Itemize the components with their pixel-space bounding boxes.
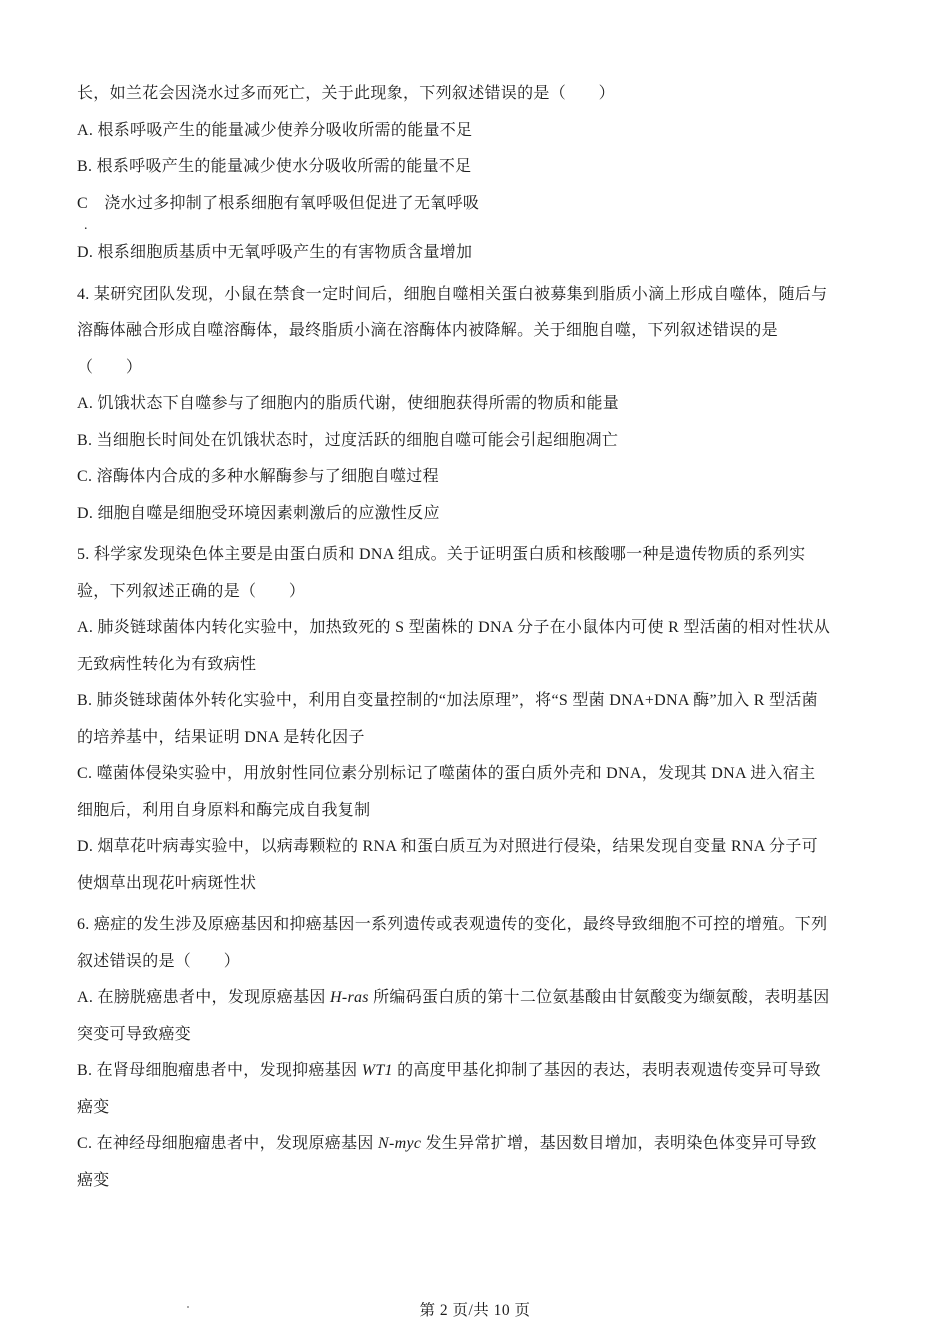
text-segment: （ ）	[77, 358, 143, 376]
option-line	[77, 235, 882, 272]
text-segment: 验，下列叙述正确的是（ ）	[77, 582, 306, 600]
text-segment: B. 根系呼吸产生的能量减少使水分吸收所需的能量不足	[77, 158, 472, 175]
text-segment: 长，如兰花会因浇水过多而死亡，关于此现象，下列叙述错误的是（ ）	[77, 85, 615, 102]
option-line	[77, 113, 882, 150]
page-footer	[0, 1296, 950, 1326]
text-segment: 的培养基中，结果证明 DNA 是转化因子	[77, 728, 365, 746]
option-line	[77, 610, 882, 647]
text-segment: C. 噬菌体侵染实验中，用放射性同位素分别标记了噬菌体的蛋白质外壳和 DNA，发现其 DNA 进入宿主	[77, 765, 816, 782]
text-segment: A. 根系呼吸产生的能量减少使养分吸收所需的能量不足	[77, 121, 473, 139]
text-line	[77, 944, 882, 981]
option-line	[77, 386, 882, 423]
question-line	[77, 537, 882, 574]
text-segment: 突变可导致癌变	[77, 1025, 192, 1043]
text-segment: 的高度甲基化抑制了基因的表达，表明表观遗传变异可导致	[392, 1062, 821, 1079]
text-segment: A. 在膀胱癌患者中，发现原癌基因	[77, 989, 330, 1006]
text-segment: B. 肺炎链球菌体外转化实验中，利用自变量控制的“加法原理”，将“S 型菌 DNA+DNA 酶”加入 R 型活菌	[77, 692, 818, 709]
gene-name-italic: N-myc	[377, 1135, 422, 1152]
text-segment: 4. 某研究团队发现，小鼠在禁食一定时间后，细胞自噬相关蛋白被募集到脂质小滴上形成自噬体，随后与	[77, 285, 828, 303]
text-segment: 细胞后，利用自身原料和酶完成自我复制	[77, 801, 371, 819]
question-line	[77, 907, 882, 944]
option-line	[77, 459, 882, 496]
text-line	[77, 574, 882, 611]
option-line	[77, 980, 882, 1017]
text-segment: 叙述错误的是（ ）	[77, 952, 241, 970]
text-segment: D. 细胞自噬是细胞受环境因素刺激后的应激性反应	[77, 504, 440, 522]
question-line	[77, 277, 882, 314]
text-segment: 使烟草出现花叶病斑性状	[77, 874, 257, 892]
gene-name-italic: H-ras	[329, 989, 369, 1006]
stray-period-line: .	[84, 218, 88, 233]
text-line	[77, 1090, 882, 1127]
text-segment: 溶酶体融合形成自噬溶酶体，最终脂质小滴在溶酶体内被降解。关于细胞自噬，下列叙述错误的是	[77, 322, 778, 339]
option-line	[77, 186, 882, 223]
text-segment: D. 烟草花叶病毒实验中，以病毒颗粒的 RNA 和蛋白质互为对照进行侵染，结果发现自变量 RNA 分子可	[77, 838, 818, 855]
text-segment: 无致病性转化为有致病性	[77, 655, 257, 673]
option-line	[77, 1053, 882, 1090]
page-number: 第 2 页/共 10 页	[419, 1302, 531, 1319]
text-line	[77, 793, 882, 830]
text-line	[77, 866, 882, 903]
text-line	[77, 720, 882, 757]
stray-dot	[187, 1306, 189, 1308]
text-segment: C. 在神经母细胞瘤患者中，发现原癌基因	[77, 1135, 378, 1152]
text-line	[77, 1017, 882, 1054]
option-line	[77, 149, 882, 186]
text-segment: 6. 癌症的发生涉及原癌基因和抑癌基因一系列遗传或表观遗传的变化，最终导致细胞不可控的增殖。下列	[77, 916, 828, 933]
text-segment: 发生异常扩增，基因数目增加，表明染色体变异可导致	[421, 1135, 817, 1152]
text-segment: B. 在肾母细胞瘤患者中，发现抑癌基因	[77, 1062, 362, 1079]
text-segment: A. 肺炎链球菌体内转化实验中，加热致死的 S 型菌株的 DNA 分子在小鼠体内可使 R 型活菌的相对性状从	[77, 619, 831, 636]
text-segment: 癌变	[77, 1171, 110, 1189]
text-segment: C 浇水过多抑制了根系细胞有氧呼吸但促进了无氧呼吸	[77, 194, 480, 212]
document-body	[77, 76, 882, 1199]
text-line	[77, 1163, 882, 1200]
gene-name-italic: WT1	[361, 1062, 393, 1079]
text-segment: 癌变	[77, 1098, 110, 1116]
text-segment: D. 根系细胞质基质中无氧呼吸产生的有害物质含量增加	[77, 244, 473, 261]
text-segment: A. 饥饿状态下自噬参与了细胞内的脂质代谢，使细胞获得所需的物质和能量	[77, 395, 620, 412]
option-line	[77, 1126, 882, 1163]
text-line	[77, 76, 882, 113]
option-line	[77, 423, 882, 460]
option-line	[77, 756, 882, 793]
text-line	[77, 350, 882, 387]
text-line	[77, 313, 882, 350]
text-segment: C. 溶酶体内合成的多种水解酶参与了细胞自噬过程	[77, 468, 439, 485]
text-line	[77, 647, 882, 684]
text-segment: B. 当细胞长时间处在饥饿状态时，过度活跃的细胞自噬可能会引起细胞凋亡	[77, 431, 619, 449]
option-line	[77, 683, 882, 720]
option-line	[77, 496, 882, 533]
text-segment: 所编码蛋白质的第十二位氨基酸由甘氨酸变为缬氨酸，表明基因	[368, 989, 830, 1006]
text-segment: 5. 科学家发现染色体主要是由蛋白质和 DNA 组成。关于证明蛋白质和核酸哪一种是遗传物质的系列实	[77, 546, 806, 563]
option-line	[77, 829, 882, 866]
